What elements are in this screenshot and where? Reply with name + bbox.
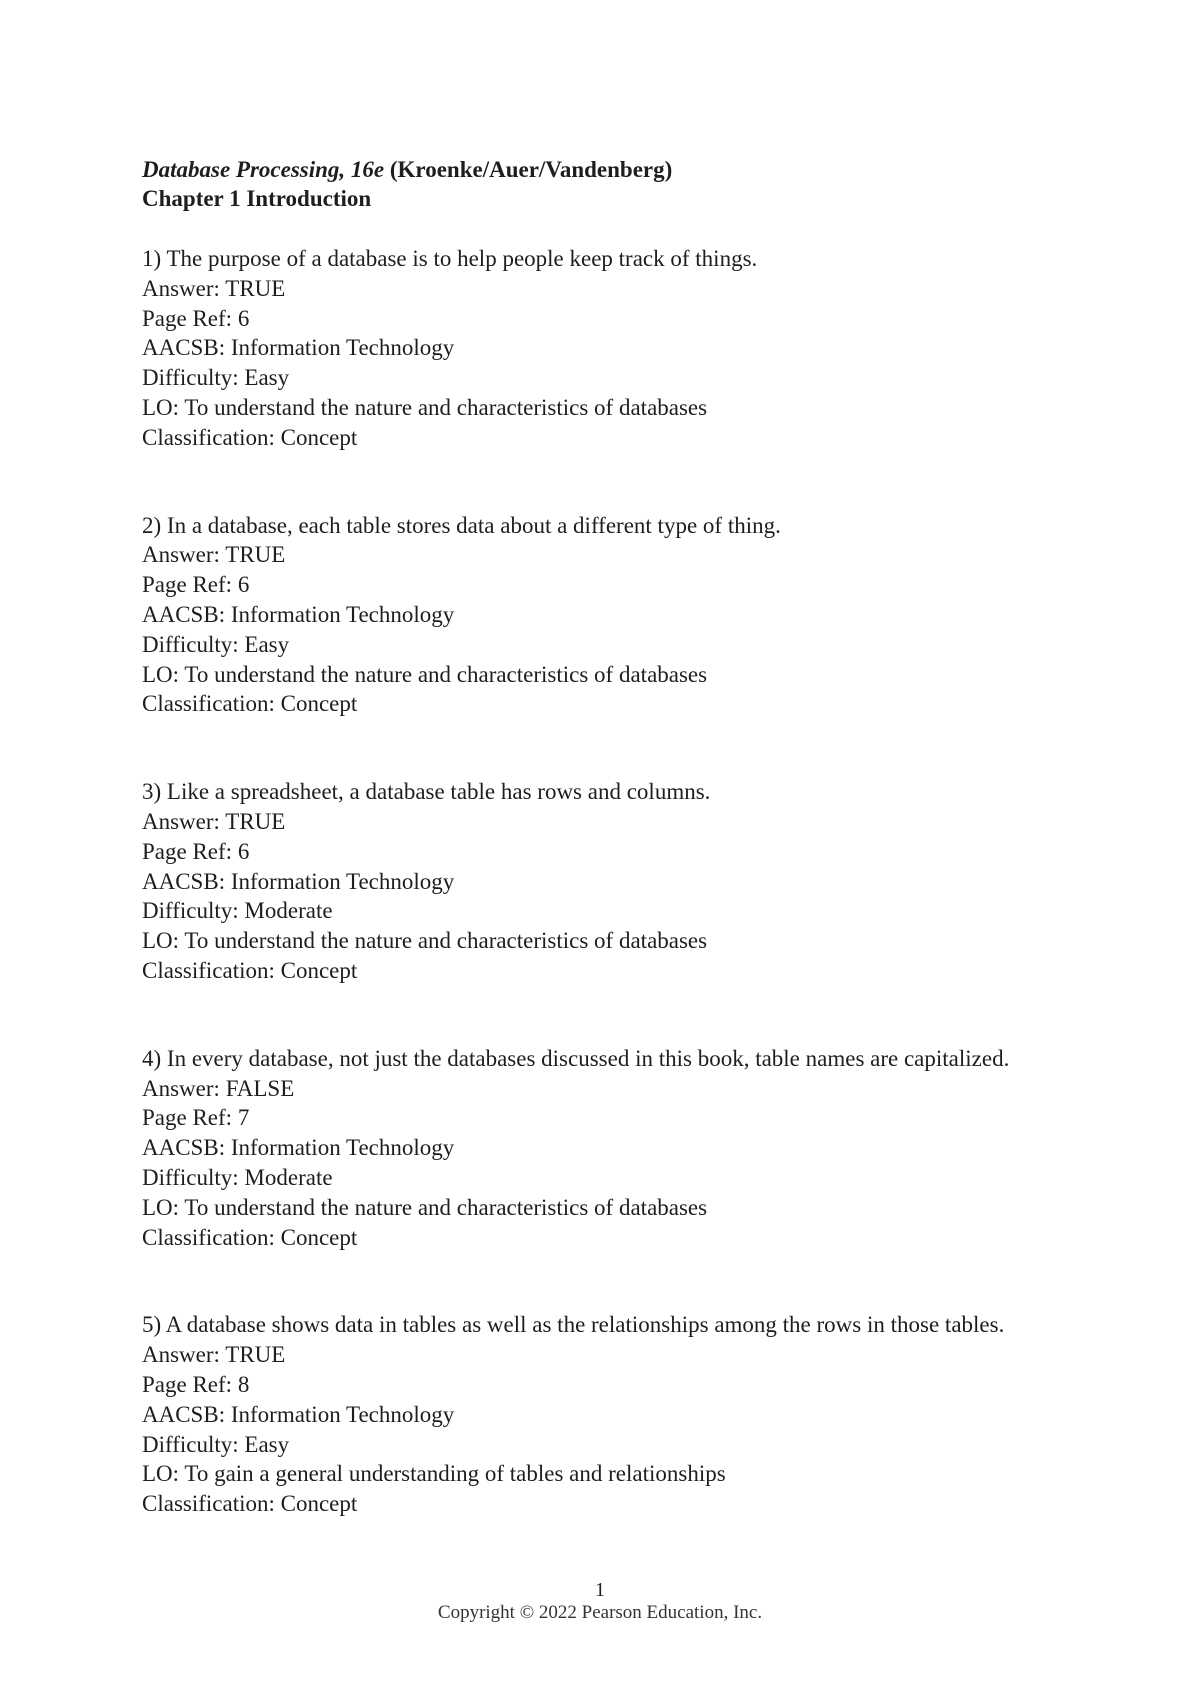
answer-value: TRUE bbox=[225, 808, 286, 834]
answer-line bbox=[142, 807, 1102, 837]
aacsb-value: Information Technology bbox=[230, 1135, 455, 1161]
copyright-footer bbox=[0, 1602, 1200, 1623]
aacsb-label: AACSB: bbox=[142, 335, 231, 361]
classification-label: Classification: bbox=[142, 424, 281, 450]
classification-line bbox=[142, 689, 1102, 719]
page-ref-label: Page Ref: bbox=[142, 1105, 238, 1131]
classification-value: Concept bbox=[280, 691, 358, 717]
classification-value: Concept bbox=[280, 1491, 358, 1517]
document-header bbox=[142, 155, 672, 213]
aacsb-line bbox=[142, 867, 1102, 897]
question-text: 1) The purpose of a database is to help people keep track of things. bbox=[142, 246, 758, 271]
aacsb-label: AACSB: bbox=[142, 1135, 231, 1161]
lo-value: To understand the nature and characteristics of databases bbox=[184, 928, 708, 954]
aacsb-value: Information Technology bbox=[230, 868, 455, 894]
difficulty-line bbox=[142, 1163, 1102, 1193]
page-ref-label: Page Ref: bbox=[142, 305, 238, 331]
answer-value: TRUE bbox=[225, 542, 286, 568]
page-ref-line bbox=[142, 304, 1102, 334]
classification-label: Classification: bbox=[142, 957, 281, 983]
difficulty-label: Difficulty: bbox=[142, 898, 245, 924]
answer-line bbox=[142, 274, 1102, 304]
difficulty-value: Easy bbox=[244, 365, 290, 391]
question-item bbox=[142, 1310, 1102, 1519]
book-authors: (Kroenke/Auer/Vandenberg) bbox=[389, 157, 673, 182]
answer-value: FALSE bbox=[225, 1075, 295, 1101]
answer-label: Answer: bbox=[142, 275, 226, 301]
lo-line bbox=[142, 1459, 1102, 1489]
lo-label: LO: bbox=[142, 928, 185, 954]
page-ref-line bbox=[142, 1370, 1102, 1400]
answer-label: Answer: bbox=[142, 808, 226, 834]
question-item bbox=[142, 777, 1102, 986]
classification-label: Classification: bbox=[142, 691, 281, 717]
answer-line bbox=[142, 1340, 1102, 1370]
lo-line bbox=[142, 393, 1102, 423]
page-ref-label: Page Ref: bbox=[142, 572, 238, 598]
question-item bbox=[142, 244, 1102, 453]
answer-line bbox=[142, 540, 1102, 570]
aacsb-line bbox=[142, 600, 1102, 630]
answer-label: Answer: bbox=[142, 542, 226, 568]
page-ref-label: Page Ref: bbox=[142, 1371, 238, 1397]
lo-value: To understand the nature and characteristics of databases bbox=[184, 661, 708, 687]
difficulty-value: Moderate bbox=[244, 898, 333, 924]
lo-line bbox=[142, 926, 1102, 956]
difficulty-value: Easy bbox=[244, 1431, 290, 1457]
difficulty-line bbox=[142, 630, 1102, 660]
answer-label: Answer: bbox=[142, 1342, 226, 1368]
aacsb-value: Information Technology bbox=[230, 1401, 455, 1427]
question-text: 5) A database shows data in tables as well as the relationships among the rows in those tables. bbox=[142, 1312, 1005, 1338]
classification-line bbox=[142, 1223, 1102, 1253]
lo-label: LO: bbox=[142, 394, 185, 420]
aacsb-value: Information Technology bbox=[230, 335, 455, 361]
question-item bbox=[142, 1044, 1102, 1253]
classification-label: Classification: bbox=[142, 1491, 281, 1517]
book-title: Database Processing, 16e bbox=[142, 157, 385, 182]
aacsb-line bbox=[142, 333, 1102, 363]
aacsb-label: AACSB: bbox=[142, 1401, 231, 1427]
difficulty-line bbox=[142, 896, 1102, 926]
classification-line bbox=[142, 1489, 1102, 1519]
lo-value: To understand the nature and characteristics of databases bbox=[184, 1194, 708, 1220]
classification-line bbox=[142, 423, 1102, 453]
page-ref-value: 8 bbox=[237, 1371, 250, 1397]
question-text: 2) In a database, each table stores data about a different type of thing. bbox=[142, 512, 781, 538]
page-ref-line bbox=[142, 1103, 1102, 1133]
difficulty-line bbox=[142, 363, 1102, 393]
page-ref-label: Page Ref: bbox=[142, 838, 238, 864]
answer-value: TRUE bbox=[225, 1342, 286, 1368]
lo-line bbox=[142, 1193, 1102, 1223]
aacsb-label: AACSB: bbox=[142, 601, 231, 627]
lo-label: LO: bbox=[142, 661, 185, 687]
lo-value: To gain a general understanding of tables and relationships bbox=[184, 1461, 726, 1487]
lo-line bbox=[142, 660, 1102, 690]
page-number: 1 bbox=[595, 1579, 605, 1601]
difficulty-label: Difficulty: bbox=[142, 365, 245, 391]
classification-value: Concept bbox=[280, 1224, 358, 1250]
page-ref-line bbox=[142, 570, 1102, 600]
lo-value: To understand the nature and characteristics of databases bbox=[184, 394, 708, 420]
page-ref-value: 6 bbox=[237, 572, 250, 598]
difficulty-value: Moderate bbox=[244, 1164, 333, 1190]
classification-value: Concept bbox=[280, 424, 358, 450]
aacsb-value: Information Technology bbox=[230, 601, 455, 627]
lo-label: LO: bbox=[142, 1194, 185, 1220]
page-ref-line bbox=[142, 837, 1102, 867]
question-text: 3) Like a spreadsheet, a database table has rows and columns. bbox=[142, 779, 711, 805]
aacsb-line bbox=[142, 1133, 1102, 1163]
answer-line bbox=[142, 1074, 1102, 1104]
lo-label: LO: bbox=[142, 1461, 185, 1487]
question-item bbox=[142, 511, 1102, 720]
difficulty-value: Easy bbox=[244, 631, 290, 657]
answer-label: Answer: bbox=[142, 1075, 226, 1101]
difficulty-line bbox=[142, 1430, 1102, 1460]
page-ref-value: 6 bbox=[237, 305, 250, 331]
question-text: 4) In every database, not just the databases discussed in this book, table names are capitalized. bbox=[142, 1045, 1010, 1071]
question-list bbox=[142, 244, 1102, 1577]
classification-label: Classification: bbox=[142, 1224, 281, 1250]
difficulty-label: Difficulty: bbox=[142, 1164, 245, 1190]
title-line bbox=[142, 155, 672, 184]
difficulty-label: Difficulty: bbox=[142, 1431, 245, 1457]
page-ref-value: 6 bbox=[237, 838, 250, 864]
page-ref-value: 7 bbox=[237, 1105, 250, 1131]
chapter-title: Chapter 1 Introduction bbox=[142, 186, 372, 211]
copyright-text: Copyright © 2022 Pearson Education, Inc. bbox=[437, 1602, 763, 1623]
answer-value: TRUE bbox=[225, 275, 286, 301]
aacsb-line bbox=[142, 1400, 1102, 1430]
aacsb-label: AACSB: bbox=[142, 868, 231, 894]
difficulty-label: Difficulty: bbox=[142, 631, 245, 657]
classification-value: Concept bbox=[280, 957, 358, 983]
classification-line bbox=[142, 956, 1102, 986]
